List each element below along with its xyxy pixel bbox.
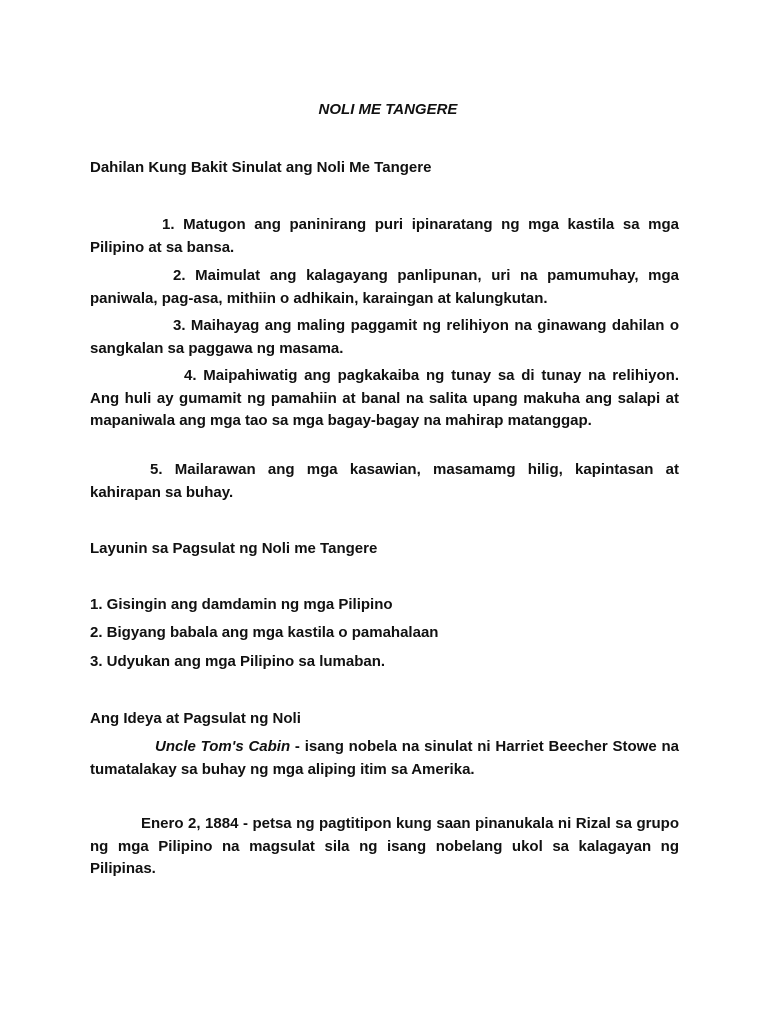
reason-item-5: 5. Mailarawan ang mga kasawian, masamamg hilig, kapintasan at kahirapan sa buhay. [90,461,679,501]
reason-item-4: 4. Maipahiwatig ang pagkakaiba ng tunay sa di tunay na relihiyon. Ang huli ay gumamit ng pamahiin at banal na salita upang makuha ang salapi at mapaniwala ang mga tao sa mga bagay-bagay na mahirap matanggap. [90,367,679,429]
goal-item-1: 1. Gisingin ang damdamin ng mga Pilipino [90,596,393,613]
book-description: - isang nobela na sinulat ni Harriet Beecher Stowe na tumatalakay sa buhay ng mga aliping itim sa Amerika. [90,738,679,778]
reason-item-3: 3. Maihayag ang maling paggamit ng relihiyon na ginawang dahilan o sangkalan sa paggawa ng masama. [90,317,679,357]
reason-item-1: 1. Matugon ang paninirang puri ipinaratang ng mga kastila sa mga Pilipino at sa bansa. [90,216,679,256]
date-paragraph: Enero 2, 1884 - petsa ng pagtitipon kung saan pinanukala ni Rizal sa grupo ng mga Pilipino na magsulat sila ng isang nobelang ukol sa kalagayan ng Pilipinas. [90,815,679,877]
uncle-toms-cabin-paragraph [90,736,679,781]
goal-item-3: 3. Udyukan ang mga Pilipino sa lumaban. [90,653,386,670]
document-title: NOLI ME TANGERE [318,101,458,118]
goal-item-2: 2. Bigyang babala ang mga kastila o pamahalaan [90,624,439,641]
section-heading-dahilan: Dahilan Kung Bakit Sinulat ang Noli Me Tangere [90,159,432,176]
reason-item-2: 2. Maimulat ang kalagayang panlipunan, uri na pamumuhay, mga paniwala, pag-asa, mithiin o adhikain, karaingan at kalungkutan. [90,267,679,307]
section-heading-ideya: Ang Ideya at Pagsulat ng Noli [90,710,301,727]
book-title: Uncle Tom's Cabin [155,738,291,755]
section-heading-layunin: Layunin sa Pagsulat ng Noli me Tangere [90,540,378,557]
